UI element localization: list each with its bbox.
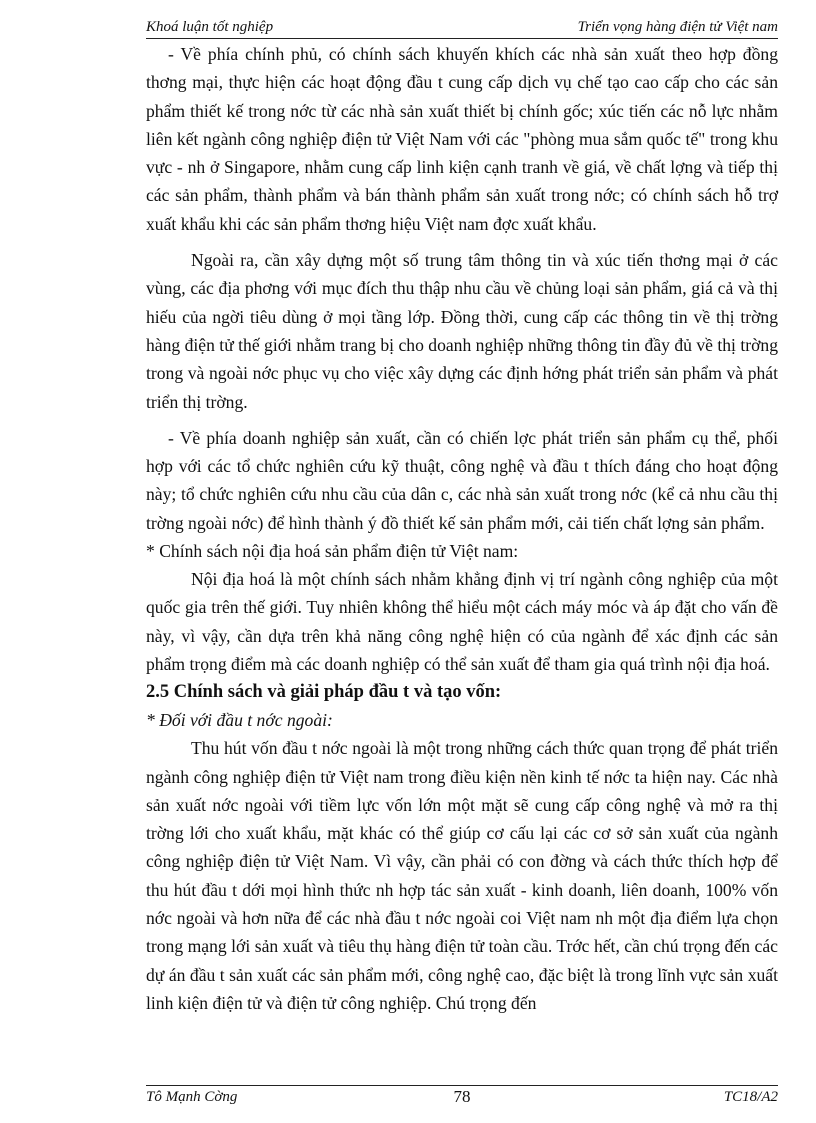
page-footer: [146, 1085, 778, 1119]
footer-class-code: TC18/A2: [723, 1089, 778, 1105]
localization-policy-title: * Chính sách nội địa hoá sản phẩm điện tử Việt nam:: [146, 541, 519, 562]
page-header: [146, 10, 778, 39]
header-right-title: Triển vọng hàng điện tử Việt nam: [577, 19, 778, 35]
page-number: 78: [453, 1087, 471, 1106]
paragraph-trade-promotion: Ngoài ra, cần xây dựng một số trung tâm thông tin và xúc tiến thơng mại ở các vùng, các địa phơng với mục đích thu thập nhu cầu về chủng loại sản phẩm, giá cả và thị hiếu của ngời tiêu dùng ở mọi tầng lớp. Đồng thời, cung cấp các thông tin về thị trờng hàng điện tử thế giới nhằm trang bị cho doanh nghiệp những thông tin đầy đủ về thị trờng trong và ngoài nớc phục vụ cho việc xây dựng các định hớng phát triển sản phẩm và phát triển thị trờng.: [146, 250, 778, 412]
sub-heading: * Đối với đầu t nớc ngoài:: [146, 710, 333, 731]
footer-author: Tô Mạnh Cờng: [146, 1089, 238, 1105]
paragraph-enterprise-policy: - Về phía doanh nghiệp sản xuất, cần có chiến lợc phát triển sản phẩm cụ thể, phối hợp với các tổ chức nghiên cứu kỹ thuật, công nghệ và đầu t thích đáng cho hoạt động này; tổ chức nghiên cứu nhu cầu của dân c, các nhà sản xuất trong nớc (kể cả nhu cầu thị trờng ngoài nớc) để hình thành ý đồ thiết kế sản phẩm mới, cải tiến chất lợng sản phẩm.: [146, 427, 778, 533]
paragraph-localization: Nội địa hoá là một chính sách nhằm khẳng định vị trí ngành công nghiệp của một quốc gia trên thế giới. Tuy nhiên không thể hiểu một cách máy móc và áp đặt cho vấn đề này, vì vậy, cần dựa trên khả năng công nghệ hiện có của ngành để xác định các sản phẩm trọng điểm mà các doanh nghiệp có thể sản xuất để tham gia quá trình nội địa hoá.: [146, 569, 778, 674]
paragraph-government-policy: - Về phía chính phủ, có chính sách khuyến khích các nhà sản xuất theo hợp đồng thơng mại, thực hiện các hoạt động đầu t cung cấp dịch vụ chế tạo cao cấp cho các sản phẩm thiết kế trong nớc từ các nhà sản xuất thiết bị chính gốc; xúc tiến các nỗ lực nhằm liên kết ngành công nghiệp điện tử Việt Nam với các "phòng mua sắm quốc tế" trong khu vực - nh ở Singapore, nhằm cung cấp linh kiện cạnh tranh về giá, về chất lợng và tiếp thị các sản phẩm, thành phẩm và bán thành phẩm sản xuất trong nớc; có chính sách hỗ trợ xuất khẩu khi các sản phẩm thơng hiệu Việt nam đợc xuất khẩu.: [146, 44, 778, 234]
paragraph-foreign-investment: Thu hút vốn đầu t nớc ngoài là một trong những cách thức quan trọng để phát triển ngành công nghiệp điện tử Việt nam trong điều kiện nền kinh tế nớc ta hiện nay. Các nhà sản xuất nớc ngoài với tiềm lực vốn lớn một mặt sẽ cung cấp công nghệ và mở ra thị trờng lới cho xuất khẩu, mặt khác có thể giúp cơ cấu lại các cơ sở sản xuất của ngành công nghiệp điện tử Việt Nam. Vì vậy, cần phải có con đờng và cách thức thích hợp để thu hút đầu t dới mọi hình thức nh hợp tác sản xuất - kinh doanh, liên doanh, 100% vốn nớc ngoài và hơn nữa để các nhà đầu t nớc ngoài coi Việt nam nh một địa điểm lựa chọn trong mạng lới sản xuất và tiêu thụ hàng điện tử toàn cầu. Trớc hết, cần chú trọng đến các dự án đầu t sản xuất các sản phẩm mới, công nghệ cao, đặc biệt là trong lĩnh vực sản xuất linh kiện điện tử và điện tử công nghiệp. Chú trọng đến: [146, 738, 778, 1013]
section-heading: 2.5 Chính sách và giải pháp đầu t và tạo vốn:: [146, 682, 502, 703]
page-content: [146, 40, 778, 1017]
header-left-title: Khoá luận tốt nghiệp: [146, 19, 274, 35]
